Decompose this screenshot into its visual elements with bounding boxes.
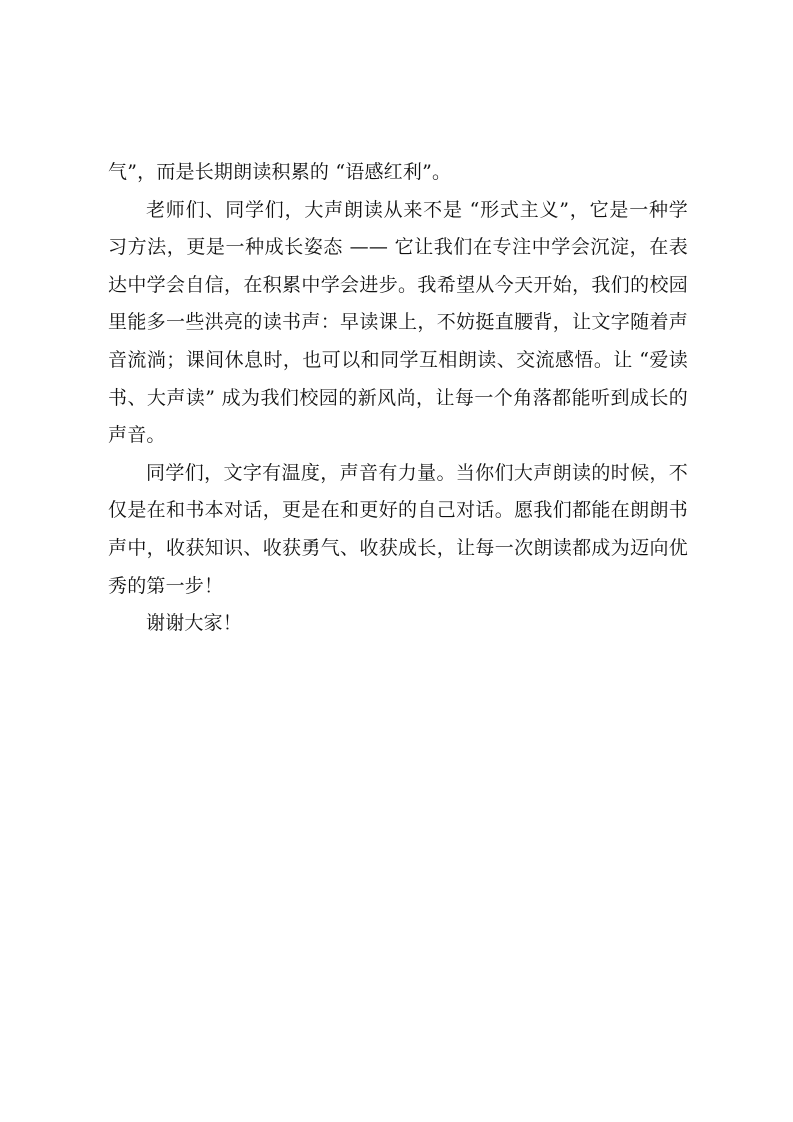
paragraph-reading-aloud: 老师们、同学们，大声朗读从来不是 “形式主义”，它是一种学习方法，更是一种成长姿态 —— 它让我们在专注中学会沉淀，在表达中学会自信，在积累中学会进步。我希望从今天开始，我们的校园里能多一些洪亮的读书声：早读课上，不妨挺直腰背，让文字随着声音流淌；课间休息时，也可以和同学互相朗读、交流感悟。让 “爱读书、大声读” 成为我们校园的新风尚，让每一个角落都能听到成长的声音。 <box>108 198 688 447</box>
paragraph-continuation: 气”，而是长期朗读积累的 “语感红利”。 <box>108 161 452 183</box>
paragraph-closing-wish: 同学们，文字有温度，声音有力量。当你们大声朗读的时候，不仅是在和书本对话，更是在和更好的自己对话。愿我们都能在朗朗书声中，收获知识、收获勇气、收获成长，让每一次朗读都成为迈向优秀的第一步！ <box>108 461 688 597</box>
speech-body <box>108 154 688 643</box>
paragraph-thanks: 谢谢大家！ <box>146 612 243 635</box>
